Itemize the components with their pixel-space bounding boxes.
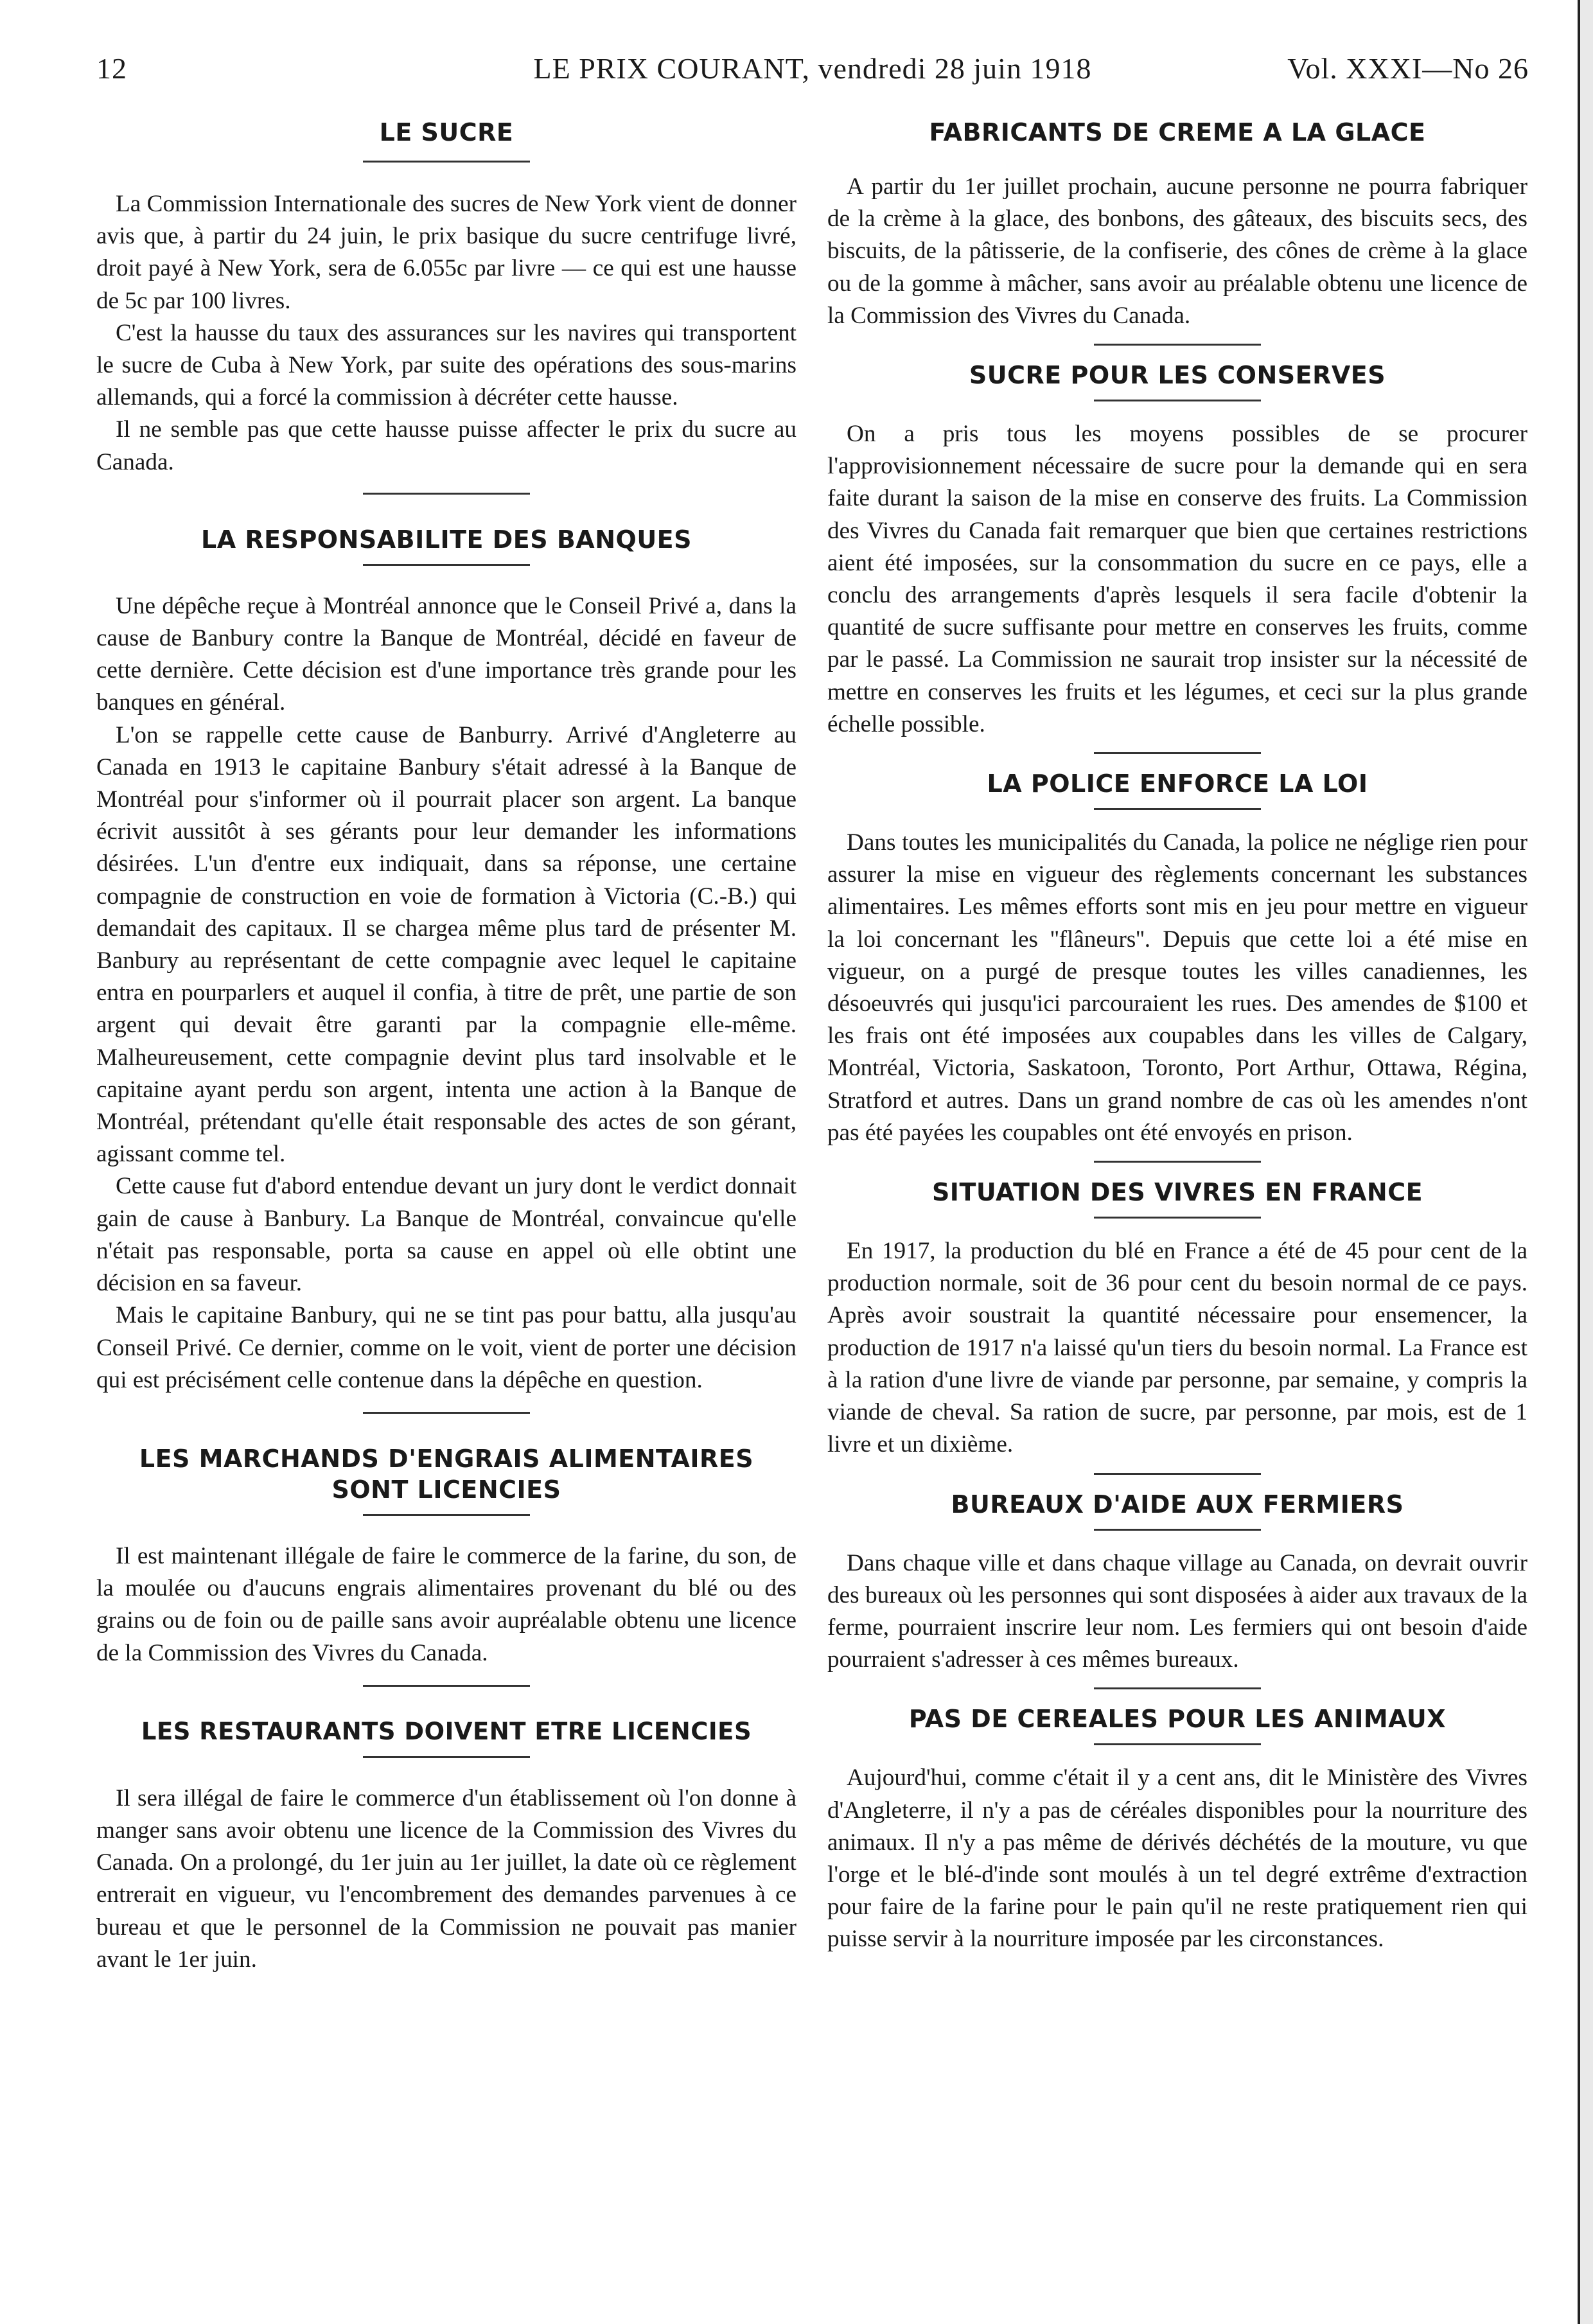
article-headline: LA POLICE ENFORCE LA LOI [987, 770, 1368, 798]
article-cereales-animaux [827, 1703, 1527, 1955]
article-paragraph: L'on se rappelle cette cause de Banburry. Arrivé d'Angleterre au Canada en 1913 le capitaine Banbury s'était adressé à la Banque de Montréal pour s'informer où il pourrait placer son argent. La banque écrivit aussitôt à ses gérants pour leur demander les informations désirées. L'un d'entre eux indiquait, dans sa réponse, une certaine compagnie de construction en voie de formation à Victoria (C.-B.) qui demandait des capitaux. Il se chargea même plus tard de présenter M. Banbury au représentant de cette compagnie avec lequel le capitaine entra en pourparlers et auquel il confia, à titre de prêt, une partie de son argent qui devait être garanti par la compagnie elle-même. Malheureusement, cette compagnie devint plus tard insolvable et le capitaine ayant perdu son argent, intenta une action à la Banque de Montréal, prétendant qu'elle était responsable des actes de son gérant, agissant comme tel. [96, 721, 796, 1168]
section-divider [363, 1412, 530, 1414]
article-headline: LE SUCRE [379, 118, 514, 146]
section-divider [1094, 1161, 1261, 1163]
left-column [96, 117, 796, 1976]
article-restaurants [96, 1716, 796, 1976]
article-headline: LA RESPONSABILITE DES BANQUES [201, 525, 692, 554]
section-divider [1094, 1473, 1261, 1475]
section-divider [1094, 752, 1261, 754]
publication-title: LE PRIX COURANT, vendredi 28 juin 1918 [533, 52, 1092, 85]
article-paragraph: La Commission Internationale des sucres de New York vient de donner avis que, à partir du 24 juin, le prix basique du sucre centrifuge livré, droit payé à New York, sera de 6.055c par livre — ce qui est une hausse de 5c par 100 livres. [96, 191, 796, 314]
headline-rule [1094, 1217, 1261, 1219]
article-paragraph: Aujourd'hui, comme c'était il y a cent ans, dit le Ministère des Vivres d'Angleterre, il n'y a pas de céréales disponibles pour la nourriture des animaux. Il n'y a pas même de dérivés déchétés de la mouture, vu que l'orge et le blé-d'inde sont moulés à un tel degré extrême d'extraction pour faire de la farine pour le pain qu'il ne reste pratiquement rien qui puisse servir à la nourriture imposée par les circonstances. [827, 1765, 1527, 1953]
article-paragraph: On a pris tous les moyens possibles de se procurer l'approvisionnement nécessaire de sucre pour la demande qui en sera faite durant la saison de la mise en conserve des fruits. La Commission des Vivres du Canada fait remarquer que bien que certaines restrictions aient été imposées, sur la consommation du sucre en ce pays, elle a conclu des arrangements d'après lesquels il sera facile d'obtenir la quantité de sucre suffisante pour mettre en conserves les fruits, comme par le passé. La Commission ne saurait trop insister sur la nécessité de mettre en conserves les fruits et les légumes, et ceci sur la plus grande échelle possible. [827, 421, 1527, 737]
headline-rule [363, 564, 530, 566]
article-paragraph: En 1917, la production du blé en France a été de 45 pour cent de la production normale, soit de 36 pour cent du besoin normal de ce pays. Après avoir soustrait la quantité nécessaire pour ensemencer, la production de 1917 n'a laissé qu'un tiers du besoin normal. La France est à la ration d'une livre de viande par personne, par semaine, y compris la viande de cheval. Sa ration de sucre, par personne, par mois, est de 1 livre et un dixième. [827, 1238, 1527, 1458]
headline-rule [363, 1756, 530, 1758]
article-paragraph: A partir du 1er juillet prochain, aucune personne ne pourra fabriquer de la crème à la glace, des bonbons, des gâteaux, des biscuits secs, des biscuits, de la pâtisserie, de la confiserie, des cônes de crème à la glace ou de la gomme à mâcher, sans avoir au préalable obtenu une licence de la Commission des Vivres du Canada. [827, 173, 1527, 329]
article-paragraph: Une dépêche reçue à Montréal annonce que le Conseil Privé a, dans la cause de Banbury contre la Banque de Montréal, décidé en faveur de cette dernière. Cette décision est d'une importance très grande pour les banques en général. [96, 592, 796, 716]
headline-rule [1094, 808, 1261, 810]
section-divider [363, 1685, 530, 1687]
article-paragraph: Dans chaque ville et dans chaque village au Canada, on devrait ouvrir des bureaux où les personnes qui sont disposées à aider aux travaux de la ferme, pourraient inscrire leur nom. Les fermiers qui ont besoin d'aide pourraient s'adresser à ces mêmes bureaux. [827, 1549, 1527, 1673]
headline-line-1: LES MARCHANDS D'ENGRAIS ALIMENTAIRES [139, 1444, 754, 1473]
article-headline: SITUATION DES VIVRES EN FRANCE [931, 1178, 1423, 1207]
article-marchands-engrais [96, 1443, 796, 1687]
headline-line-2: SONT LICENCIES [331, 1475, 561, 1504]
section-divider [1094, 344, 1261, 346]
article-paragraph: Il ne semble pas que cette hausse puisse affecter le prix du sucre au Canada. [96, 416, 796, 475]
article-paragraph: Il est maintenant illégale de faire le commerce de la farine, du son, de la moulée ou d'aucuns engrais alimentaires provenant du blé ou des grains ou de foin ou de paille sans avoir aupréalable obtenu une licence de la Commission des Vivres du Canada. [96, 1542, 796, 1666]
article-police [827, 768, 1527, 1163]
section-divider [1094, 1687, 1261, 1689]
article-paragraph: Cette cause fut d'abord entendue devant un jury dont le verdict donnait gain de cause à Banbury. La Banque de Montréal, convaincue qu'elle n'était pas responsable, porta sa cause en appel où elle obtint une décision en sa faveur. [96, 1173, 796, 1297]
article-headline [96, 1443, 796, 1505]
article-headline: FABRICANTS DE CREME A LA GLACE [929, 118, 1426, 146]
page-number: 12 [96, 52, 127, 85]
headline-rule [1094, 1743, 1261, 1745]
section-divider [363, 493, 530, 495]
article-sucre-conserves [827, 360, 1527, 754]
article-headline: BUREAUX D'AIDE AUX FERMIERS [951, 1490, 1404, 1519]
article-headline: LES RESTAURANTS DOIVENT ETRE LICENCIES [141, 1717, 752, 1745]
headline-rule [363, 161, 530, 163]
right-column [827, 117, 1527, 1956]
article-paragraph: Il sera illégal de faire le commerce d'un établissement où l'on donne à manger sans avoir obtenu une licence de la Commission des Vivres du Canada. On a prolongé, du 1er juin au 1er juillet, la date où ce règlement entrerait en vigueur, vu l'encombrement des demandes parvenues à ce bureau et que le personnel de la Commission ne pouvait pas manier avant le 1er juin. [96, 1784, 796, 1973]
article-le-sucre [96, 117, 796, 495]
article-paragraph: C'est la hausse du taux des assurances sur les navires qui transportent le sucre de Cuba à New York, par suite des opérations des sous-marins allemands, qui a forcé la commission à décréter cette hausse. [96, 319, 796, 411]
article-bureaux-fermiers [827, 1489, 1527, 1690]
article-paragraph: Mais le capitaine Banbury, qui ne se tint pas pour battu, alla jusqu'au Conseil Privé. Ce dernier, comme on le voit, vient de porter une décision qui est précisément celle contenue dans la dépêche en question. [96, 1302, 796, 1393]
page-header [96, 51, 1529, 96]
headline-rule [1094, 1529, 1261, 1531]
article-headline: SUCRE POUR LES CONSERVES [969, 361, 1386, 390]
headline-rule [1094, 400, 1261, 401]
page-edge [1578, 0, 1593, 2324]
volume-number: Vol. XXXI—No 26 [1287, 52, 1529, 85]
article-paragraph: Dans toutes les municipalités du Canada, la police ne néglige rien pour assurer la mise en vigueur des règlements concernant les substances alimentaires. Les mêmes efforts sont mis en jeu pour mettre en vigueur la loi concernant les ''flâneurs''. Depuis que cette loi a été mise en vigueur, on a purgé de presque toutes les villes canadiennes, les désoeuvrés qui jusqu'ici parcouraient les rues. Des amendes de $100 et les frais ont été imposées aux coupables dans les villes de Calgary, Montréal, Victoria, Saskatoon, Toronto, Port Arthur, Ottawa, Régina, Stratford et autres. Dans un grand nombre de cas où les amendes n'ont pas été payées les coupables ont été envoyés en prison. [827, 829, 1527, 1146]
article-responsabilite-banques [96, 524, 796, 1414]
article-vivres-france [827, 1177, 1527, 1474]
headline-rule [363, 1514, 530, 1516]
article-creme-glace [827, 117, 1527, 346]
article-headline: PAS DE CEREALES POUR LES ANIMAUX [908, 1705, 1447, 1734]
